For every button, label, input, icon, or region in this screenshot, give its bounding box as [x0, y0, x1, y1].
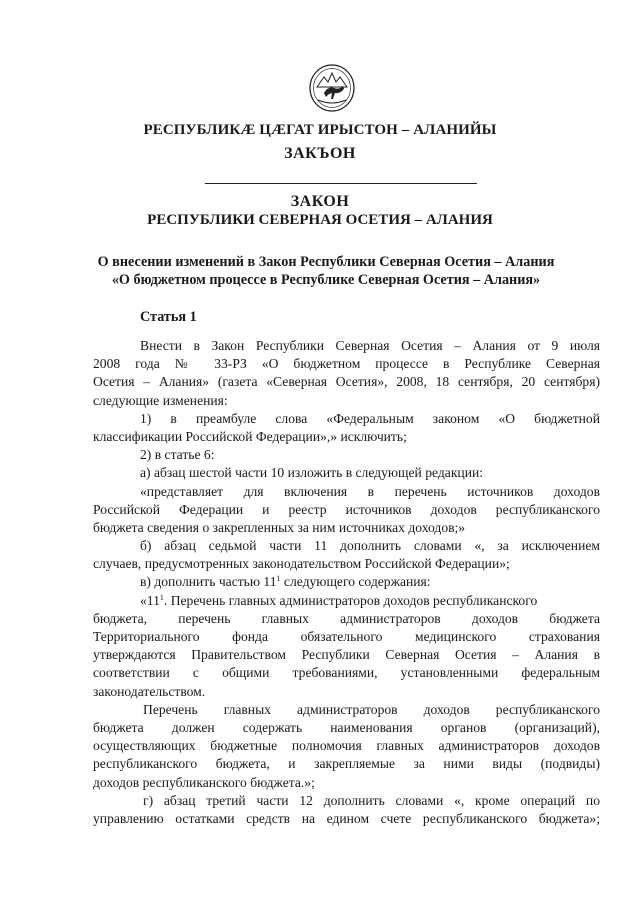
superscript: 1 — [276, 574, 281, 584]
body-line: Внести в Закон Республики Северная Осетия – Алания от 9 июля — [140, 338, 600, 353]
body-line: республиканского бюджета, и закрепляемые за ними виды (подвиды) — [93, 756, 600, 772]
divider-line — [205, 183, 477, 184]
body-line: «представляет для включения в перечень источников доходов — [140, 483, 600, 499]
ossetian-republic-name: РЕСПУБЛИКÆ ЦÆГАТ ИРЫСТОН – АЛАНИЙЫ — [143, 122, 497, 138]
body-line: Российской Федерации и реестр источников доходов республиканского — [93, 501, 600, 517]
body-line: а) абзац шестой части 10 изложить в следующей редакции: — [140, 465, 484, 481]
body-line — [93, 573, 600, 591]
body-line: осуществляющих бюджетные полномочия главных администраторов доходов — [93, 738, 600, 754]
russian-republic-name: РЕСПУБЛИКИ СЕВЕРНАЯ ОСЕТИЯ – АЛАНИЯ — [147, 212, 493, 228]
body-line: 2) в статье 6: — [140, 447, 215, 463]
body-line-part: следующего содержания: — [280, 574, 431, 590]
ossetian-law-word: ЗАКЪОН — [284, 145, 356, 162]
body-line: б) абзац седьмой части 11 дополнить словами «, за исключением — [140, 538, 600, 554]
body-line: бюджета, перечень главных администраторов доходов бюджета — [93, 610, 600, 626]
body-line: доходов республиканского бюджета.»; — [93, 774, 315, 790]
body-line: следующие изменения: — [93, 392, 228, 408]
body-line: бюджета должен содержать наименования органов (организаций), — [93, 719, 600, 735]
body-line: Перечень главных администраторов доходов республиканского — [143, 701, 600, 717]
body-line: 1) в преамбуле слова «Федеральным законом «О бюджетной — [140, 410, 600, 426]
article-heading: Статья 1 — [140, 309, 197, 325]
body-line: 2008 года № 33-РЗ «О бюджетном процессе в Республике Северная — [93, 356, 600, 372]
law-title — [70, 253, 582, 289]
body-line-part: . Перечень главных администраторов доходов республиканского — [163, 592, 538, 608]
body-line: Осетия – Алания» (газета «Северная Осетия», 2008, 18 сентября, 20 сентября) — [93, 374, 600, 390]
body-line: утверждаются Правительством Республики Северная Осетия – Алания в — [93, 647, 600, 663]
body-line: законодательством. — [93, 683, 206, 699]
body-line: классификации Российской Федерации»,» исключить; — [93, 428, 407, 444]
body-line — [93, 592, 600, 610]
coat-of-arms-emblem — [308, 63, 356, 113]
body-line: соответствии с общими требованиями, установленными федеральным — [93, 665, 600, 681]
law-title-line: «О бюджетном процессе в Республике Северная Осетия – Алания» — [111, 272, 541, 288]
body-line: бюджета сведения о закрепленных за ним источниках доходов;» — [93, 519, 466, 535]
body-line: Территориального фонда обязательного медицинского страхования — [93, 629, 600, 644]
body-line: случаев, предусмотренных законодательством Российской Федерации»; — [93, 556, 510, 572]
body-line-part: «11 — [140, 592, 160, 608]
body-line: г) абзац третий части 12 дополнить словами «, кроме операций по — [143, 792, 600, 808]
body-line-part: в) дополнить частью 11 — [140, 574, 277, 590]
superscript: 1 — [159, 592, 164, 602]
law-title-line: О внесении изменений в Закон Республики Северная Осетия – Алания — [97, 254, 555, 270]
document-body — [93, 337, 600, 828]
russian-law-word: ЗАКОН — [290, 193, 350, 210]
body-line: управлению остатками средств на едином счете республиканского бюджета»; — [93, 810, 600, 826]
